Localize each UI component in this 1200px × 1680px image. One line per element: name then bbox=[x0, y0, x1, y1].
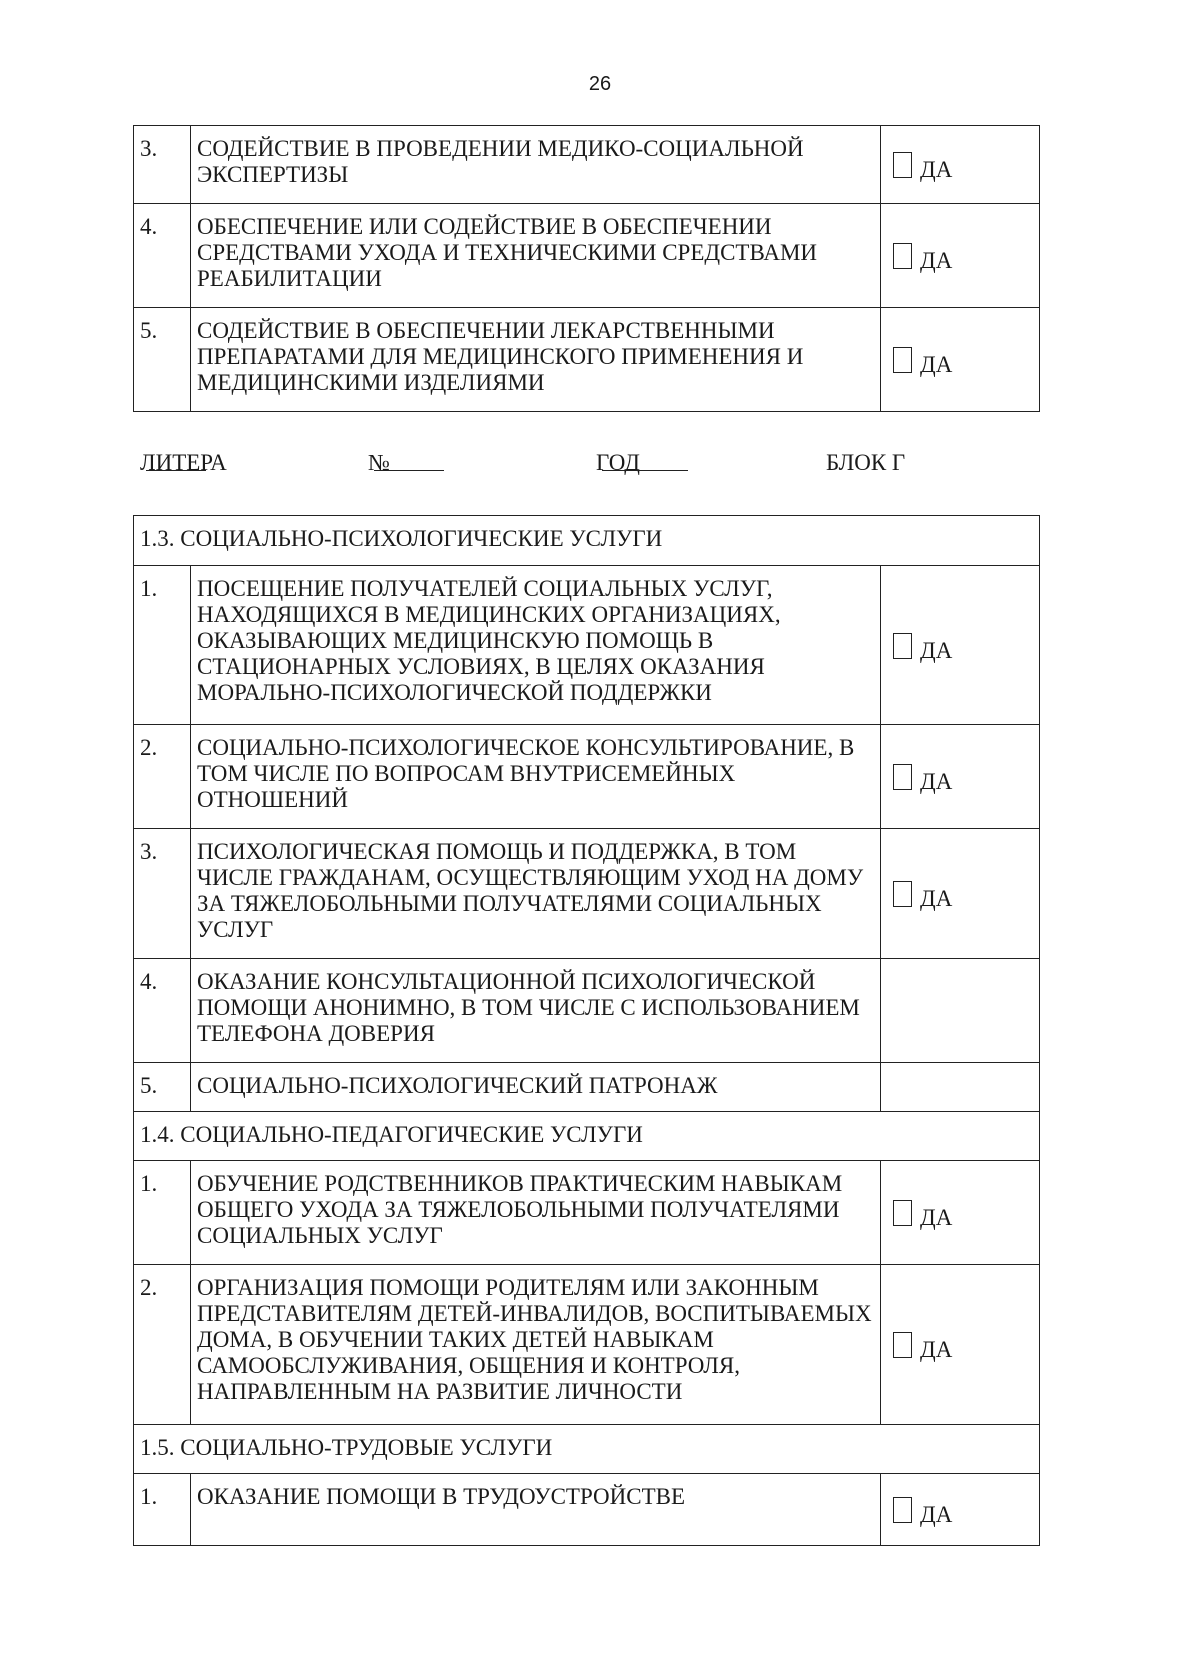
checkbox-cell[interactable] bbox=[881, 1474, 1040, 1546]
checkbox[interactable] bbox=[893, 1497, 912, 1523]
section-row bbox=[134, 516, 1040, 566]
checkbox-label: ДА bbox=[920, 886, 953, 912]
litera-label: ЛИТЕРА bbox=[140, 450, 227, 475]
row-number: 4. bbox=[134, 204, 191, 308]
number-field[interactable] bbox=[368, 450, 390, 476]
section-heading: 1.4. СОЦИАЛЬНО-ПЕДАГОГИЧЕСКИЕ УСЛУГИ bbox=[134, 1112, 1040, 1161]
table-row bbox=[134, 566, 1040, 725]
row-number: 2. bbox=[134, 725, 191, 829]
number-blank[interactable] bbox=[374, 450, 444, 471]
table-row bbox=[134, 126, 1040, 204]
service-text: СОЦИАЛЬНО-ПСИХОЛОГИЧЕСКИЙ ПАТРОНАЖ bbox=[191, 1063, 881, 1112]
document-header-line bbox=[0, 450, 1200, 484]
empty-check-cell bbox=[881, 959, 1040, 1063]
checkbox[interactable] bbox=[893, 152, 912, 178]
checkbox[interactable] bbox=[893, 243, 912, 269]
section-heading: 1.3. СОЦИАЛЬНО-ПСИХОЛОГИЧЕСКИЕ УСЛУГИ bbox=[134, 516, 1040, 566]
checkbox[interactable] bbox=[893, 633, 912, 659]
checkbox-label: ДА bbox=[920, 1205, 953, 1231]
row-number: 1. bbox=[134, 566, 191, 725]
checkbox-cell[interactable] bbox=[881, 829, 1040, 959]
service-text: ПСИХОЛОГИЧЕСКАЯ ПОМОЩЬ И ПОДДЕРЖКА, В ТОМ ЧИСЛЕ ГРАЖДАНАМ, ОСУЩЕСТВЛЯЮЩИМ УХОД НА ДОМУ ЗА ТЯЖЕЛОБОЛЬНЫМИ ПОЛУЧАТЕЛЯМИ СОЦИАЛЬНЫХ УСЛУГ bbox=[191, 829, 881, 959]
checkbox[interactable] bbox=[893, 1332, 912, 1358]
year-field[interactable] bbox=[596, 450, 640, 476]
checkbox-label: ДА bbox=[920, 1337, 953, 1363]
service-text: ОБЕСПЕЧЕНИЕ ИЛИ СОДЕЙСТВИЕ В ОБЕСПЕЧЕНИИ СРЕДСТВАМИ УХОДА И ТЕХНИЧЕСКИМИ СРЕДСТВАМИ РЕАБИЛИТАЦИИ bbox=[191, 204, 881, 308]
table-row bbox=[134, 1063, 1040, 1112]
service-text: ОКАЗАНИЕ КОНСУЛЬТАЦИОННОЙ ПСИХОЛОГИЧЕСКОЙ ПОМОЩИ АНОНИМНО, В ТОМ ЧИСЛЕ С ИСПОЛЬЗОВАНИЕМ ТЕЛЕФОНА ДОВЕРИЯ bbox=[191, 959, 881, 1063]
empty-check-cell bbox=[881, 1063, 1040, 1112]
row-number: 5. bbox=[134, 1063, 191, 1112]
block-label: БЛОК Г bbox=[826, 450, 906, 475]
litera-blank[interactable] bbox=[146, 450, 206, 471]
checkbox[interactable] bbox=[893, 764, 912, 790]
section-row bbox=[134, 1112, 1040, 1161]
table-row bbox=[134, 204, 1040, 308]
service-text: ОКАЗАНИЕ ПОМОЩИ В ТРУДОУСТРОЙСТВЕ bbox=[191, 1474, 881, 1546]
checkbox-cell[interactable] bbox=[881, 308, 1040, 412]
checkbox-cell[interactable] bbox=[881, 725, 1040, 829]
service-text: ПОСЕЩЕНИЕ ПОЛУЧАТЕЛЕЙ СОЦИАЛЬНЫХ УСЛУГ, НАХОДЯЩИХСЯ В МЕДИЦИНСКИХ ОРГАНИЗАЦИЯХ, ОКАЗЫВАЮЩИХ МЕДИЦИНСКУЮ ПОМОЩЬ В СТАЦИОНАРНЫХ УСЛОВИЯХ, В ЦЕЛЯХ ОКАЗАНИЯ МОРАЛЬНО-ПСИХОЛОГИЧЕСКОЙ ПОДДЕРЖКИ bbox=[191, 566, 881, 725]
checkbox-cell[interactable] bbox=[881, 1161, 1040, 1265]
service-text: ОБУЧЕНИЕ РОДСТВЕННИКОВ ПРАКТИЧЕСКИМ НАВЫКАМ ОБЩЕГО УХОДА ЗА ТЯЖЕЛОБОЛЬНЫМИ ПОЛУЧАТЕЛЯМИ СОЦИАЛЬНЫХ УСЛУГ bbox=[191, 1161, 881, 1265]
table-row bbox=[134, 1161, 1040, 1265]
checkbox-cell[interactable] bbox=[881, 204, 1040, 308]
checkbox-label: ДА bbox=[920, 1502, 953, 1528]
checkbox-cell[interactable] bbox=[881, 566, 1040, 725]
service-text: СОДЕЙСТВИЕ В ПРОВЕДЕНИИ МЕДИКО-СОЦИАЛЬНОЙ ЭКСПЕРТИЗЫ bbox=[191, 126, 881, 204]
row-number: 2. bbox=[134, 1265, 191, 1425]
page-number: 26 bbox=[588, 73, 612, 95]
table-row bbox=[134, 308, 1040, 412]
litera-field[interactable] bbox=[140, 450, 227, 476]
year-label: ГОД bbox=[596, 450, 640, 475]
table-row bbox=[134, 829, 1040, 959]
row-number: 1. bbox=[134, 1474, 191, 1546]
table-row bbox=[134, 1474, 1040, 1546]
checkbox-cell[interactable] bbox=[881, 126, 1040, 204]
table-row bbox=[134, 1265, 1040, 1425]
number-label: № bbox=[368, 450, 390, 475]
section-heading: 1.5. СОЦИАЛЬНО-ТРУДОВЫЕ УСЛУГИ bbox=[134, 1425, 1040, 1474]
checkbox-label: ДА bbox=[920, 769, 953, 795]
row-number: 1. bbox=[134, 1161, 191, 1265]
checkbox-label: ДА bbox=[920, 157, 953, 183]
year-blank[interactable] bbox=[602, 450, 688, 471]
service-text: СОДЕЙСТВИЕ В ОБЕСПЕЧЕНИИ ЛЕКАРСТВЕННЫМИ ПРЕПАРАТАМИ ДЛЯ МЕДИЦИНСКОГО ПРИМЕНЕНИЯ И МЕДИЦИНСКИМИ ИЗДЕЛИЯМИ bbox=[191, 308, 881, 412]
checkbox-cell[interactable] bbox=[881, 1265, 1040, 1425]
checkbox[interactable] bbox=[893, 1200, 912, 1226]
row-number: 3. bbox=[134, 829, 191, 959]
checkbox-label: ДА bbox=[920, 248, 953, 274]
checkbox-label: ДА bbox=[920, 352, 953, 378]
services-table-main bbox=[133, 515, 1040, 1546]
row-number: 4. bbox=[134, 959, 191, 1063]
checkbox-label: ДА bbox=[920, 637, 953, 663]
services-table-top bbox=[133, 125, 1040, 412]
service-text: СОЦИАЛЬНО-ПСИХОЛОГИЧЕСКОЕ КОНСУЛЬТИРОВАНИЕ, В ТОМ ЧИСЛЕ ПО ВОПРОСАМ ВНУТРИСЕМЕЙНЫХ ОТНОШЕНИЙ bbox=[191, 725, 881, 829]
service-text: ОРГАНИЗАЦИЯ ПОМОЩИ РОДИТЕЛЯМ ИЛИ ЗАКОННЫМ ПРЕДСТАВИТЕЛЯМ ДЕТЕЙ-ИНВАЛИДОВ, ВОСПИТЫВАЕМЫХ ДОМА, В ОБУЧЕНИИ ТАКИХ ДЕТЕЙ НАВЫКАМ САМООБСЛУЖИВАНИЯ, ОБЩЕНИЯ И КОНТРОЛЯ, НАПРАВЛЕННЫМ НА РАЗВИТИЕ ЛИЧНОСТИ bbox=[191, 1265, 881, 1425]
table-row bbox=[134, 725, 1040, 829]
table-row bbox=[134, 959, 1040, 1063]
section-row bbox=[134, 1425, 1040, 1474]
checkbox[interactable] bbox=[893, 881, 912, 907]
row-number: 3. bbox=[134, 126, 191, 204]
row-number: 5. bbox=[134, 308, 191, 412]
checkbox[interactable] bbox=[893, 347, 912, 373]
